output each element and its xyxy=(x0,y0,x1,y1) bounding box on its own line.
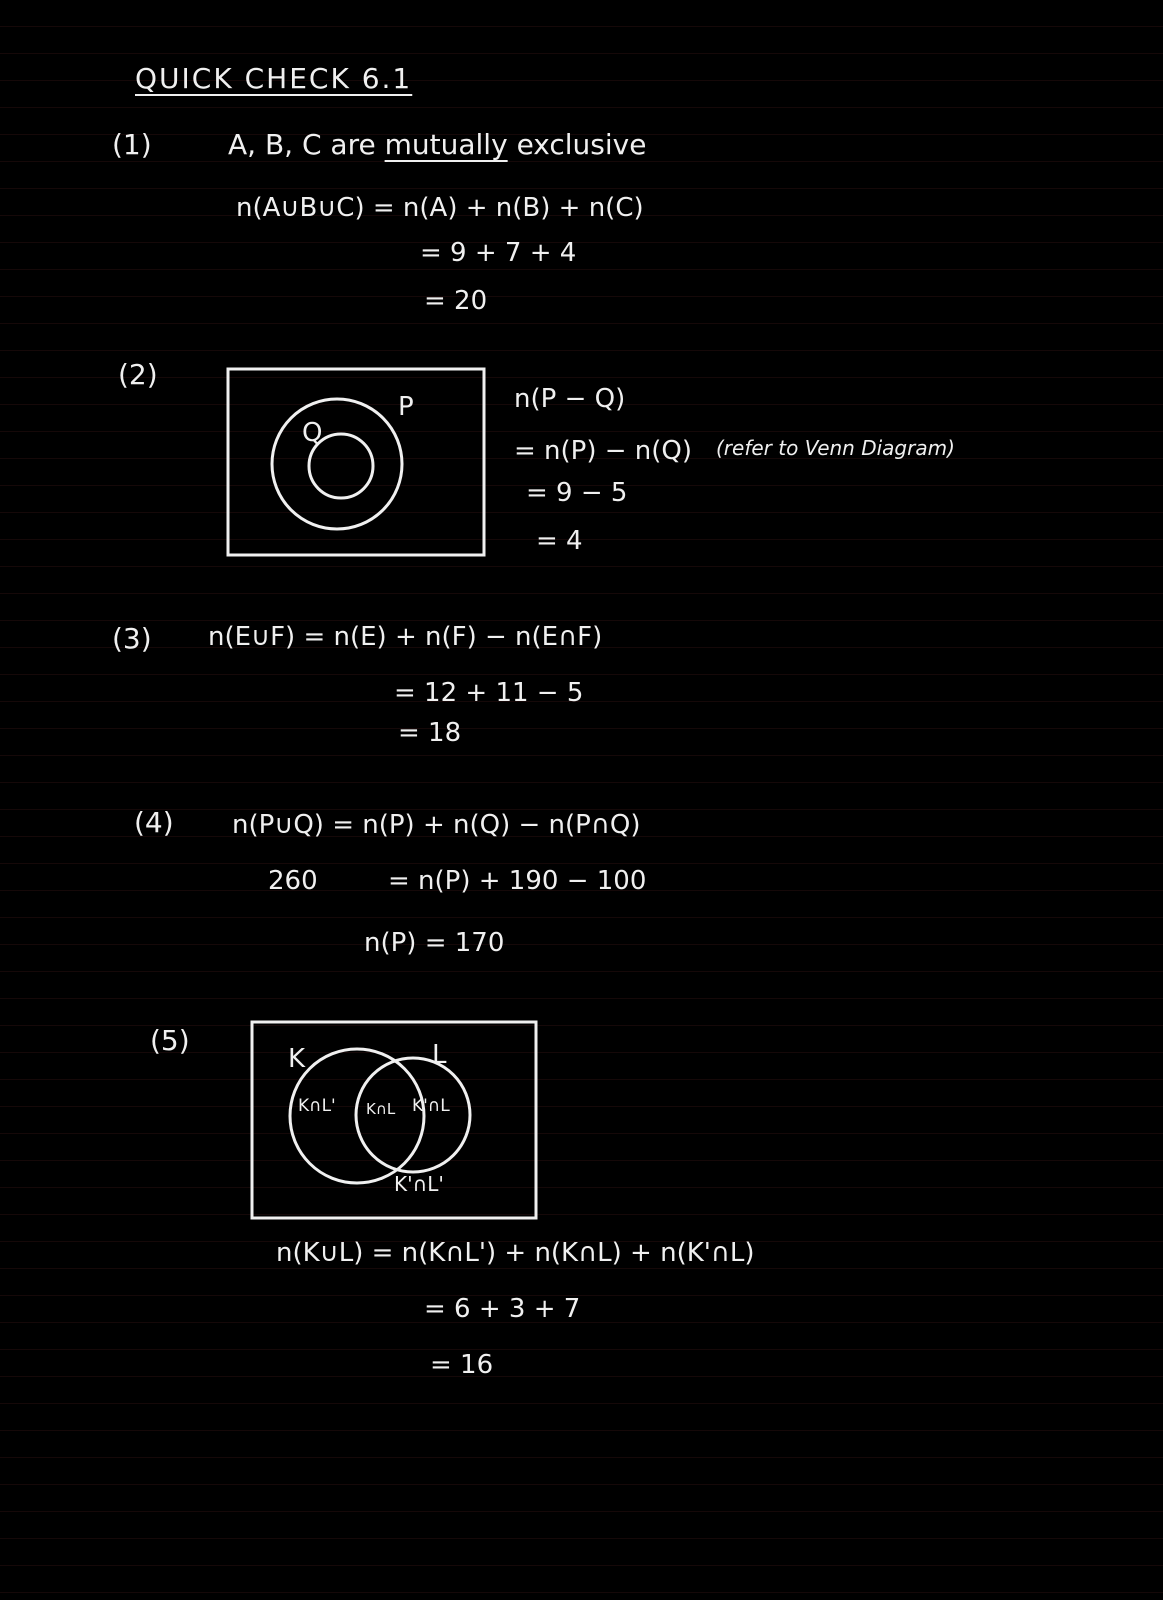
q5-line-3: = 16 xyxy=(430,1350,494,1380)
q1-line-3: = 20 xyxy=(424,286,488,316)
statement-suffix: exclusive xyxy=(516,128,647,161)
question-5-number: (5) xyxy=(150,1024,190,1057)
q2-line-3: = 9 − 5 xyxy=(526,478,628,508)
q3-line-1: n(E∪F) = n(E) + n(F) − n(E∩F) xyxy=(208,622,603,652)
venn-label-l: L xyxy=(432,1040,447,1070)
venn-label-q: Q xyxy=(302,418,323,448)
question-1-statement xyxy=(228,128,646,161)
question-1-number: (1) xyxy=(112,128,152,161)
q4-line-3: n(P) = 170 xyxy=(364,928,505,958)
q2-note: (refer to Venn Diagram) xyxy=(716,436,955,460)
region-outside: K'∩L' xyxy=(394,1172,444,1196)
question-3-number: (3) xyxy=(112,622,152,655)
q4-line-1: n(P∪Q) = n(P) + n(Q) − n(P∩Q) xyxy=(232,810,641,840)
question-4-number: (4) xyxy=(134,806,174,839)
q1-line-1: n(A∪B∪C) = n(A) + n(B) + n(C) xyxy=(236,193,644,223)
q5-line-2: = 6 + 3 + 7 xyxy=(424,1294,581,1324)
region-both: K∩L xyxy=(366,1100,396,1118)
universal-set-box xyxy=(228,369,484,555)
q5-line-1: n(K∪L) = n(K∩L') + n(K∩L) + n(K'∩L) xyxy=(276,1238,755,1268)
venn-label-k: K xyxy=(288,1044,306,1074)
statement-prefix: A, B, C are xyxy=(228,128,376,161)
statement-underlined: mutually xyxy=(384,128,508,161)
q3-line-2: = 12 + 11 − 5 xyxy=(394,678,584,708)
q1-line-2: = 9 + 7 + 4 xyxy=(420,238,577,268)
region-k-only: K∩L' xyxy=(298,1096,336,1116)
venn-label-p: P xyxy=(398,392,414,422)
q4-line-2-left: 260 xyxy=(268,866,318,896)
region-l-only: K'∩L xyxy=(412,1096,450,1116)
q3-line-3: = 18 xyxy=(398,718,462,748)
q4-line-2-right: = n(P) + 190 − 100 xyxy=(388,866,647,896)
question-2-number: (2) xyxy=(118,358,158,391)
page-title: QUICK CHECK 6.1 xyxy=(135,62,413,95)
q2-line-2: = n(P) − n(Q) xyxy=(514,436,693,466)
set-k-circle xyxy=(290,1049,424,1183)
set-p-circle xyxy=(272,399,402,529)
q2-line-1: n(P − Q) xyxy=(514,384,626,414)
q2-line-4: = 4 xyxy=(536,526,583,556)
